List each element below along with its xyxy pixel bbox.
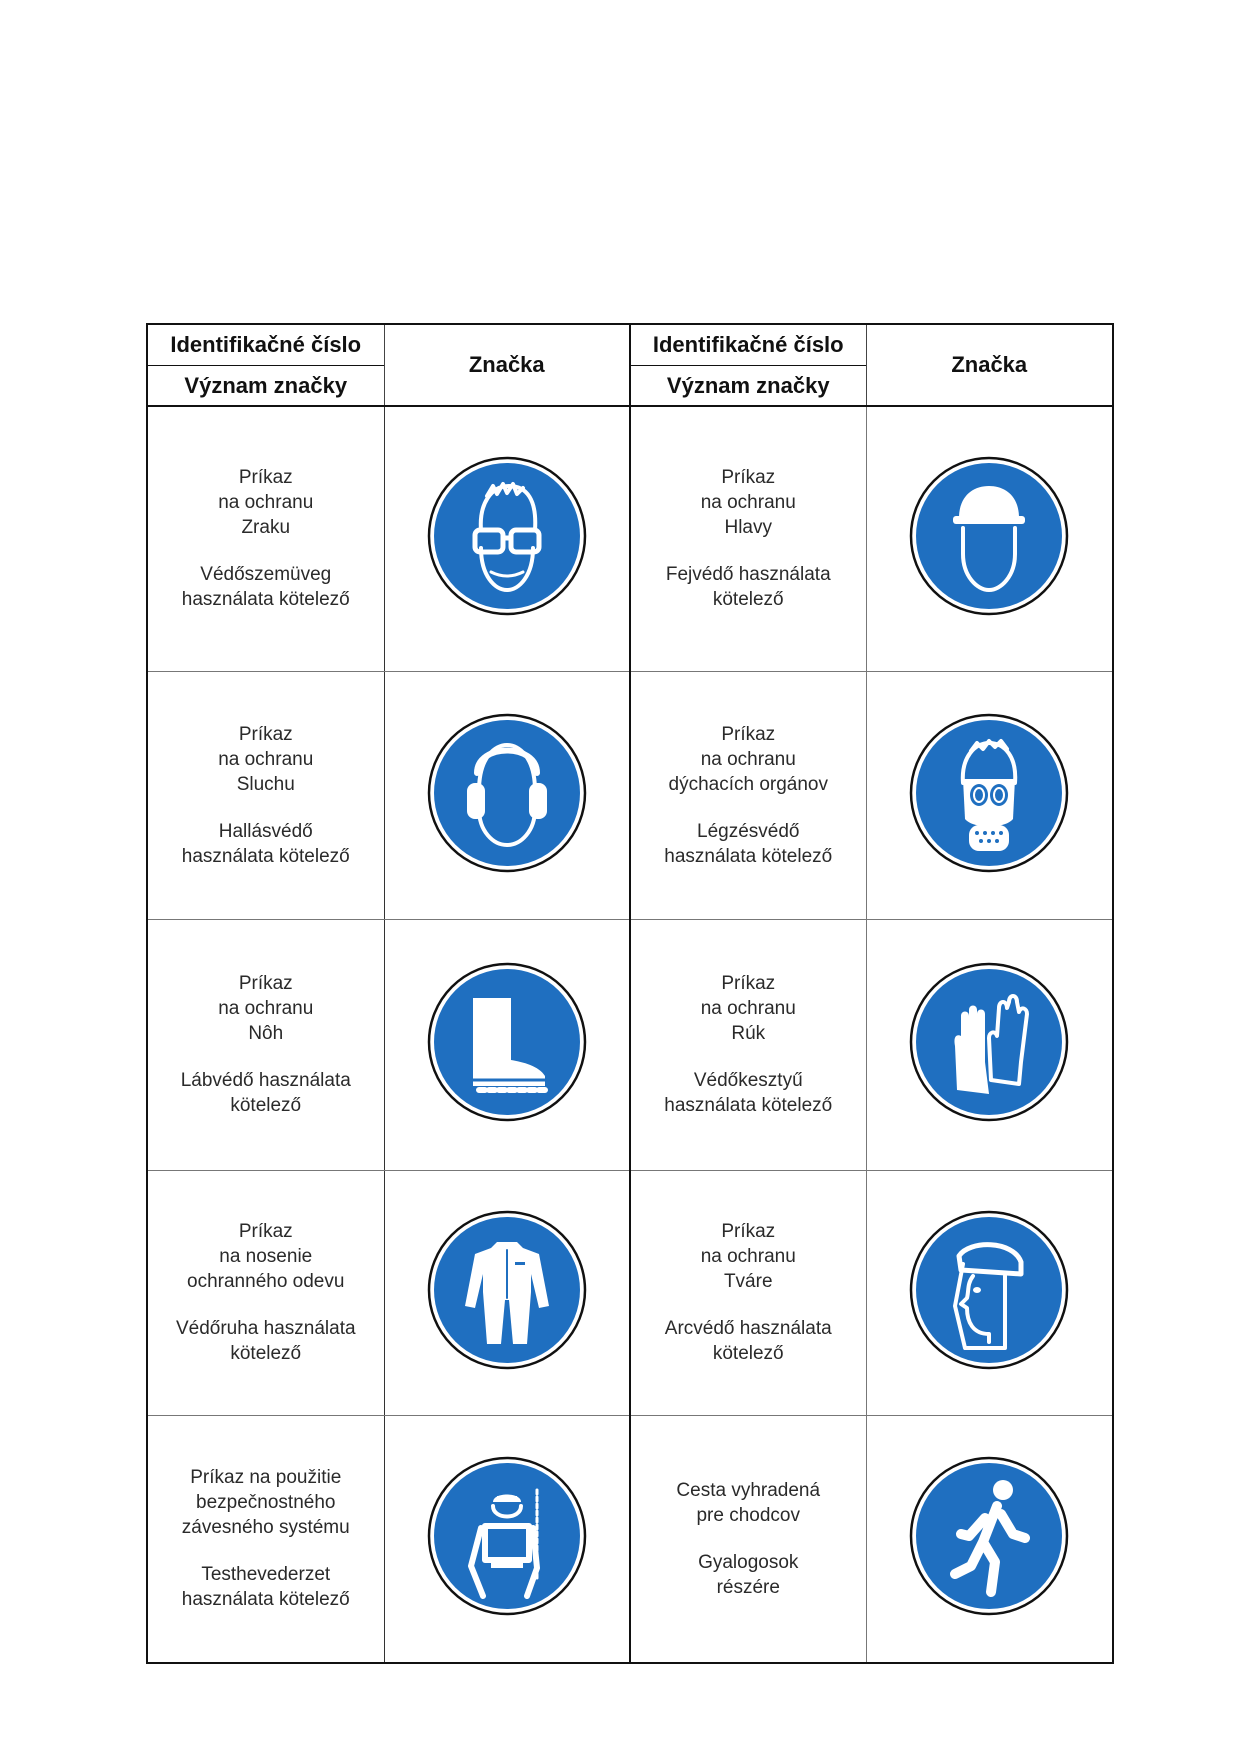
sign-description [147, 406, 384, 671]
sign-description [630, 1415, 866, 1663]
header-sign-label: Značka [951, 352, 1028, 377]
text-spacer [148, 1540, 384, 1562]
header-meaning-label: Význam značky [631, 365, 866, 405]
slovak-text-line: na ochranu [700, 492, 796, 514]
sign-description [630, 406, 866, 671]
hungarian-text-line: kötelező [712, 589, 784, 611]
text-spacer [148, 1294, 384, 1316]
sign-description [630, 919, 866, 1170]
text-spacer [631, 1294, 866, 1316]
table-header-row [147, 324, 1113, 406]
slovak-text-line: Hlavy [724, 517, 772, 539]
hungarian-text-line: Gyalogosok [698, 1551, 799, 1573]
sign-cell [384, 919, 630, 1170]
header-id-meaning-right [630, 324, 866, 406]
slovak-text-line: Zraku [241, 517, 291, 539]
safety-sign-table [146, 323, 1114, 1664]
sign-description [147, 1170, 384, 1415]
sign-cell [384, 406, 630, 671]
slovak-text-line: Príkaz na použitie [190, 1467, 342, 1489]
sign-description [630, 671, 866, 919]
text-spacer [631, 1046, 866, 1068]
slovak-text-line: Príkaz [238, 1221, 293, 1242]
slovak-text-line: na ochranu [218, 492, 314, 514]
slovak-text-line: závesného systému [181, 1517, 350, 1539]
slovak-text-line: na ochranu [700, 748, 796, 770]
hungarian-text-line: használata kötelező [181, 845, 350, 867]
hungarian-text-line: Védőszemüveg [200, 564, 332, 586]
slovak-text-line: Príkaz [721, 723, 776, 745]
respiratory-protection-icon [909, 713, 1069, 873]
slovak-text-line: Príkaz [721, 973, 776, 994]
hungarian-text-line: Arcvédő használata [664, 1318, 832, 1339]
sign-cell [866, 671, 1113, 919]
hungarian-text-line: használata kötelező [181, 1589, 350, 1611]
header-sign-left [384, 324, 630, 406]
text-spacer [631, 540, 866, 562]
hungarian-text-line: kötelező [712, 1343, 784, 1364]
text-spacer [148, 540, 384, 562]
sign-cell [384, 671, 630, 919]
slovak-text-line: Tváre [723, 1271, 773, 1292]
sign-cell [866, 406, 1113, 671]
text-spacer [631, 1528, 866, 1550]
hungarian-text-line: kötelező [230, 1343, 302, 1364]
slovak-text-line: na ochranu [700, 998, 796, 1019]
hand-protection-icon [909, 962, 1069, 1122]
hungarian-text-line: Védőkesztyű [693, 1070, 803, 1091]
table-row [147, 1415, 1113, 1663]
slovak-text-line: Sluchu [236, 773, 295, 795]
hungarian-text-line: Hallásvédő [218, 820, 313, 842]
slovak-text-line: Príkaz [721, 467, 776, 489]
slovak-text-line: Nôh [248, 1023, 284, 1044]
hungarian-text-line: részére [716, 1576, 780, 1598]
hungarian-text-line: Testhevederzet [201, 1564, 331, 1586]
slovak-text-line: ochranného odevu [187, 1271, 345, 1292]
slovak-text-line: Príkaz [238, 723, 293, 745]
sign-cell [866, 1415, 1113, 1663]
foot-protection-icon [427, 962, 587, 1122]
table-row [147, 406, 1113, 671]
text-spacer [148, 797, 384, 819]
face-protection-icon [909, 1210, 1069, 1370]
safety-harness-icon [427, 1456, 587, 1616]
sign-cell [384, 1415, 630, 1663]
hungarian-text-line: használata kötelező [181, 589, 350, 611]
text-spacer [631, 797, 866, 819]
hungarian-text-line: használata kötelező [664, 1095, 833, 1116]
pedestrian-route-icon [909, 1456, 1069, 1616]
head-protection-icon [909, 456, 1069, 616]
ear-protection-icon [427, 713, 587, 873]
hungarian-text-line: Lábvédő használata [180, 1070, 351, 1091]
slovak-text-line: bezpečnostného [196, 1492, 336, 1514]
eye-protection-icon [427, 456, 587, 616]
header-id-label: Identifikačné číslo [170, 332, 362, 357]
text-spacer [148, 1046, 384, 1068]
sign-description [630, 1170, 866, 1415]
protective-clothing-icon [427, 1210, 587, 1370]
sign-cell [866, 1170, 1113, 1415]
slovak-text-line: Príkaz [238, 973, 293, 994]
hungarian-text-line: Fejvédő használata [665, 564, 831, 586]
header-id-meaning-left [147, 324, 384, 406]
sign-description [147, 1415, 384, 1663]
header-id-label: Identifikačné číslo [652, 332, 844, 357]
header-meaning-label: Význam značky [148, 365, 384, 405]
slovak-text-line: dýchacích orgánov [668, 773, 828, 795]
table-row [147, 919, 1113, 1170]
slovak-text-line: Cesta vyhradená [676, 1479, 821, 1501]
hungarian-text-line: használata kötelező [664, 845, 833, 867]
hungarian-text-line: Védőruha használata [175, 1318, 356, 1339]
hungarian-text-line: kötelező [230, 1095, 302, 1116]
hungarian-text-line: Légzésvédő [697, 820, 800, 842]
slovak-text-line: pre chodcov [696, 1504, 800, 1526]
sign-cell [384, 1170, 630, 1415]
slovak-text-line: na nosenie [219, 1246, 313, 1267]
header-sign-label: Značka [468, 352, 545, 377]
sign-description [147, 671, 384, 919]
table-row [147, 1170, 1113, 1415]
slovak-text-line: Príkaz [238, 467, 293, 489]
slovak-text-line: na ochranu [700, 1246, 796, 1267]
sign-cell [866, 919, 1113, 1170]
slovak-text-line: Rúk [731, 1023, 766, 1044]
slovak-text-line: na ochranu [218, 748, 314, 770]
sign-description [147, 919, 384, 1170]
slovak-text-line: Príkaz [721, 1221, 776, 1242]
slovak-text-line: na ochranu [218, 998, 314, 1019]
header-sign-right [866, 324, 1113, 406]
table-row [147, 671, 1113, 919]
